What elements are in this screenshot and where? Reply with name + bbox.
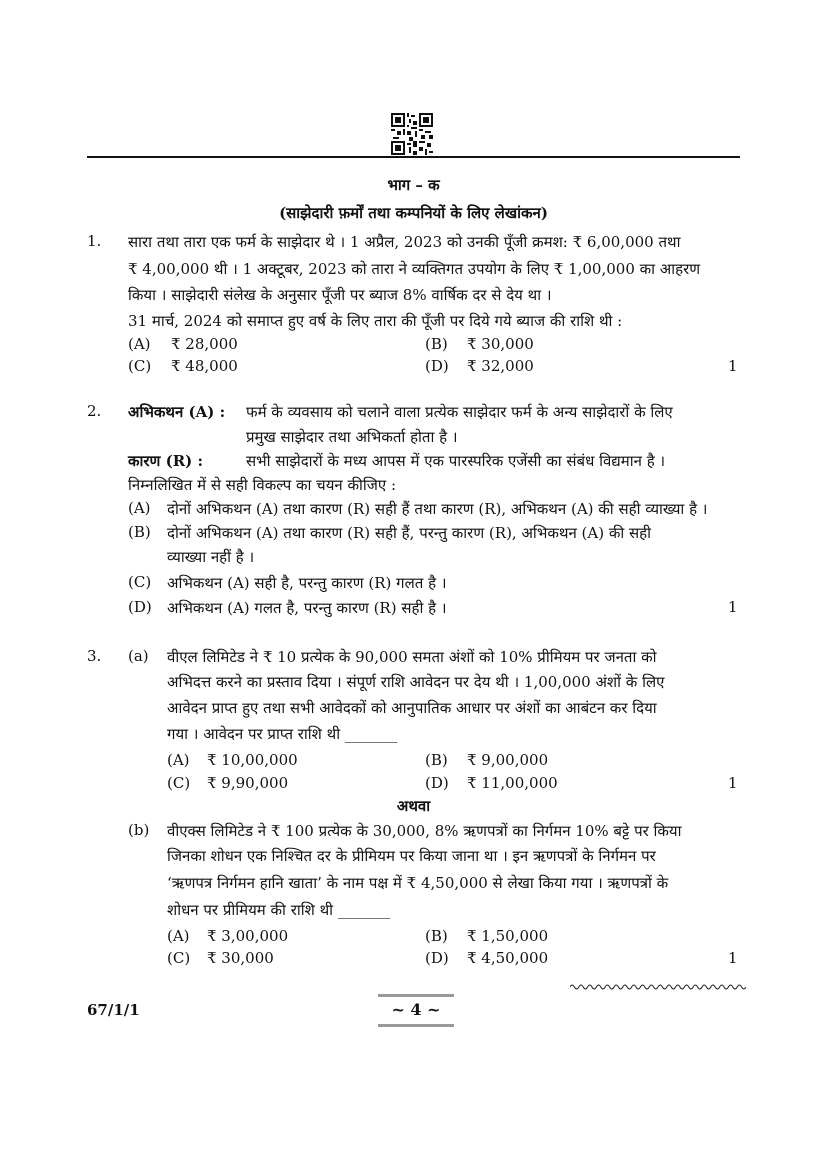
q1-line: किया । साझेदारी संलेख के अनुसार पूँजी पर ब्याज 8% वार्षिक दर से देय था ।	[128, 286, 552, 304]
q3a-option-c-label: (C)	[167, 774, 191, 792]
q1-option-a-label: (A)	[128, 335, 151, 353]
q1-option-c-text: ₹ 48,000	[171, 357, 238, 375]
q1-option-b-label: (B)	[425, 335, 448, 353]
q1-line: सारा तथा तारा एक फर्म के साझेदार थे । 1 अप्रैल, 2023 को उनकी पूँजी क्रमश: ₹ 6,00,000 तथा	[128, 233, 681, 251]
q3b-line: वीएक्स लिमिटेड ने ₹ 100 प्रत्येक के 30,000, 8% ऋणपत्रों का निर्गमन 10% बट्टे पर किया	[167, 822, 682, 840]
q3a-option-a-text: ₹ 10,00,000	[207, 751, 298, 769]
q3b-marks: 1	[728, 949, 738, 967]
q2-reason-label: कारण (R) :	[128, 452, 204, 470]
q3b-option-a-text: ₹ 3,00,000	[207, 927, 289, 945]
header-rule	[87, 156, 740, 158]
q3b-option-a-label: (A)	[167, 927, 190, 945]
q3b-option-b-label: (B)	[425, 927, 448, 945]
q1-option-d-text: ₹ 32,000	[467, 357, 534, 375]
q3a-line: अभिदत्त करने का प्रस्ताव दिया । संपूर्ण राशि आवेदन पर देय थी । 1,00,000 अंशों के लिए	[167, 673, 665, 691]
q1-option-b-text: ₹ 30,000	[467, 335, 534, 353]
q1-option-c-label: (C)	[128, 357, 152, 375]
q3b-option-d-text: ₹ 4,50,000	[467, 949, 549, 967]
q3a-option-a-label: (A)	[167, 751, 190, 769]
q3b-line: ‘ऋणपत्र निर्गमन हानि खाता’ के नाम पक्ष में ₹ 4,50,000 से लेखा किया गया । ऋणपत्रों के	[167, 874, 669, 892]
q3a-line: गया । आवेदन पर प्राप्त राशि थी _______	[167, 725, 398, 743]
q2-marks: 1	[728, 598, 738, 616]
q1-line: 31 मार्च, 2024 को समाप्त हुए वर्ष के लिए तारा की पूँजी पर दिये गये ब्याज की राशि थी :	[128, 312, 623, 330]
q3a-line: वीएल लिमिटेड ने ₹ 10 प्रत्येक के 90,000 समता अंशों को 10% प्रीमियम पर जनता को	[167, 648, 657, 666]
q2-reason-text: सभी साझेदारों के मध्य आपस में एक पारस्परिक एजेंसी का संबंध विद्यमान है ।	[246, 452, 666, 470]
wavy-divider-icon	[570, 982, 746, 992]
q3b-option-d-label: (D)	[425, 949, 449, 967]
page-number-bottom-bar	[378, 1024, 454, 1027]
q3b-option-c-text: ₹ 30,000	[207, 949, 274, 967]
q1-option-d-label: (D)	[425, 357, 449, 375]
q3a-option-c-text: ₹ 9,90,000	[207, 774, 289, 792]
q3-number: 3.	[87, 647, 102, 665]
q2-instruction: निम्नलिखित में से सही विकल्प का चयन कीजिए :	[128, 476, 397, 494]
q2-assertion-label: अभिकथन (A) :	[128, 403, 226, 421]
q3a-marks: 1	[728, 774, 738, 792]
q2-assertion-line: प्रमुख साझेदार तथा अभिकर्ता होता है ।	[246, 428, 458, 446]
q2-option-d-label: (D)	[128, 598, 152, 616]
q3-or-separator: अथवा	[396, 797, 431, 815]
q3b-label: (b)	[128, 821, 150, 839]
q2-option-b-label: (B)	[128, 523, 151, 541]
q2-number: 2.	[87, 402, 102, 420]
q3a-option-b-text: ₹ 9,00,000	[467, 751, 549, 769]
page-number-top-bar	[378, 994, 454, 997]
section-subtitle: (साझेदारी फ़र्मों तथा कम्पनियों के लिए लेखांकन)	[279, 204, 548, 222]
q1-marks: 1	[728, 357, 738, 375]
q3a-option-d-text: ₹ 11,00,000	[467, 774, 558, 792]
paper-code: 67/1/1	[87, 1001, 140, 1019]
q2-option-a-label: (A)	[128, 499, 151, 517]
q3b-line: शोधन पर प्रीमियम की राशि थी _______	[167, 901, 391, 919]
q3b-option-b-text: ₹ 1,50,000	[467, 927, 549, 945]
q2-option-c-label: (C)	[128, 573, 152, 591]
page-number: ~ 4 ~	[391, 1000, 441, 1019]
q2-option-b-text: दोनों अभिकथन (A) तथा कारण (R) सही हैं, परन्तु कारण (R), अभिकथन (A) की सही	[167, 524, 652, 542]
q3a-label: (a)	[128, 647, 149, 665]
q3a-option-b-label: (B)	[425, 751, 448, 769]
q1-line: ₹ 4,00,000 थी । 1 अक्टूबर, 2023 को तारा ने व्यक्तिगत उपयोग के लिए ₹ 1,00,000 का आहरण	[128, 260, 701, 278]
q3a-option-d-label: (D)	[425, 774, 449, 792]
q3b-option-c-label: (C)	[167, 949, 191, 967]
q1-number: 1.	[87, 232, 102, 250]
q2-option-c-text: अभिकथन (A) सही है, परन्तु कारण (R) गलत है ।	[167, 574, 447, 592]
qr-code-icon	[391, 113, 433, 155]
q2-assertion-line: फर्म के व्यवसाय को चलाने वाला प्रत्येक साझेदार फर्म के अन्य साझेदारों के लिए	[246, 403, 673, 421]
q2-option-a-text: दोनों अभिकथन (A) तथा कारण (R) सही हैं तथा कारण (R), अभिकथन (A) की सही व्याख्या है ।	[167, 500, 708, 518]
q2-option-d-text: अभिकथन (A) गलत है, परन्तु कारण (R) सही है ।	[167, 599, 447, 617]
q3a-line: आवेदन प्राप्त हुए तथा सभी आवेदकों को आनुपातिक आधार पर अंशों का आबंटन कर दिया	[167, 699, 657, 717]
section-title: भाग – क	[387, 176, 440, 194]
q1-option-a-text: ₹ 28,000	[171, 335, 238, 353]
q2-option-b-text: व्याख्या नहीं है ।	[167, 548, 255, 566]
q3b-line: जिनका शोधन एक निश्चित दर के प्रीमियम पर किया जाना था । इन ऋणपत्रों के निर्गमन पर	[167, 847, 656, 865]
